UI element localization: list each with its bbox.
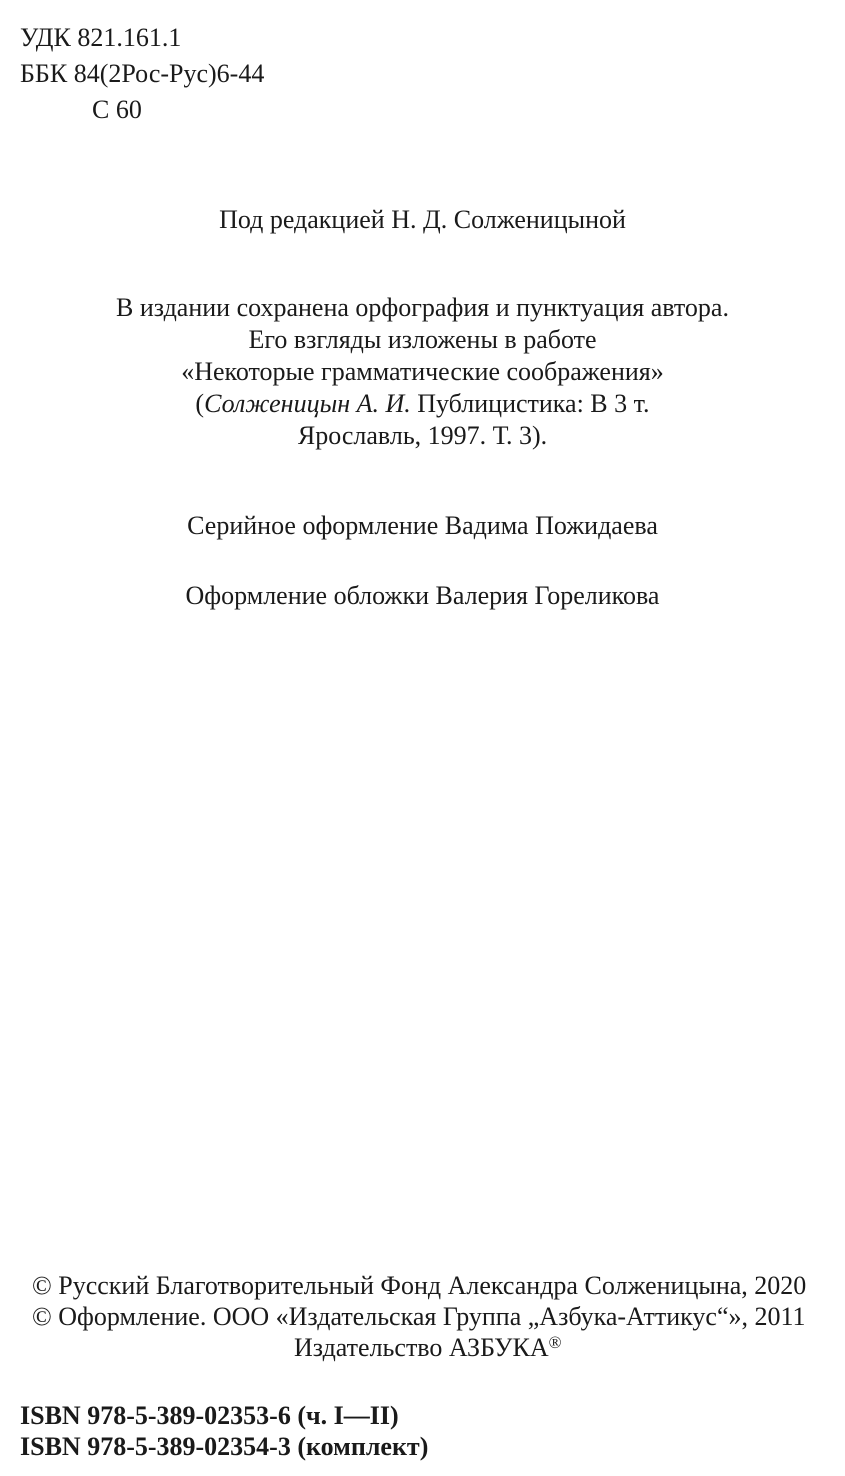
series-design-credit: Серийное оформление Вадима Пожидаева: [187, 511, 658, 540]
note-line-5: Ярославль, 1997. Т. 3).: [297, 421, 548, 450]
note-author-italic: Солженицын А. И.: [204, 389, 411, 418]
note-line-1: В издании сохранена орфография и пунктуация автора.: [116, 293, 729, 322]
registered-mark: ®: [548, 1333, 562, 1352]
bbk-code: ББК 84(2Рос-Рус)6-44: [20, 59, 265, 88]
isbn-block: [20, 1400, 428, 1462]
orthography-note: [0, 292, 845, 452]
author-mark: С 60: [92, 95, 142, 124]
note-line-3: «Некоторые грамматические соображения»: [181, 357, 664, 386]
isbn-part: ISBN 978-5-389-02353-6 (ч. I—II): [20, 1401, 399, 1430]
editor-credit: Под редакцией Н. Д. Солженицыной: [219, 205, 626, 234]
note-line-4: [0, 388, 845, 420]
copyright-fund: © Русский Благотворительный Фонд Александра Солженицына, 2020: [32, 1271, 807, 1300]
publisher-name: Издательство АЗБУКА: [294, 1333, 549, 1362]
cover-design-credit: Оформление обложки Валерия Гореликова: [185, 581, 660, 610]
publisher-line: [32, 1332, 806, 1363]
note-paren-open: (: [195, 389, 205, 418]
copyright-design: © Оформление. ООО «Издательская Группа „Азбука-Аттикус“», 2011: [32, 1302, 806, 1331]
classification-codes: [20, 20, 264, 128]
note-line-2: Его взгляды изложены в работе: [248, 325, 597, 354]
note-publication: Публицистика: В 3 т.: [410, 389, 650, 418]
udk-code: УДК 821.161.1: [20, 23, 182, 52]
copyright-block: [32, 1270, 806, 1363]
isbn-set: ISBN 978-5-389-02354-3 (комплект): [20, 1432, 429, 1461]
